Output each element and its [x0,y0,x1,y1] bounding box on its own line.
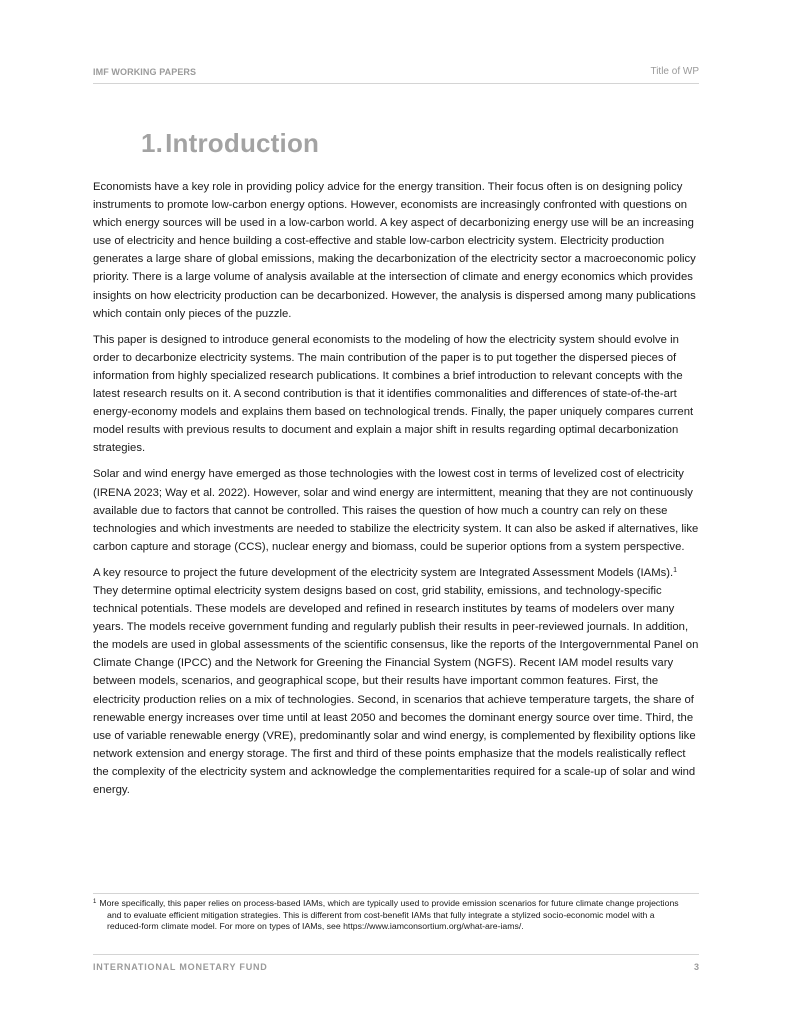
paragraph-1: Economists have a key role in providing policy advice for the energy transition. Their focus often is on designing policy instruments to promote low-carbon energy options. However, economists are increasingly confronted with questions on which energy sources will be used in a low-carbon world. A key aspect of decarbonizing energy use will be an increasing use of electricity and hence building a cost-effective and stable low-carbon electricity system. Electricity production generates a large share of global emissions, making the decarbonization of the electricity sector a macroeconomic policy priority. There is a large volume of analysis available at the intersection of climate and energy economics which provides insights on how electricity production can be decarbonized. However, the analysis is dispersed among many publications which contain only pieces of the puzzle. [93,181,696,320]
section-title: Introduction [165,128,320,158]
paragraph-4 [93,564,699,799]
section-number: 1. [141,128,164,158]
paper-title: Title of WP [650,66,699,77]
footnote-marker: 1 [93,899,97,905]
page-footer [93,954,699,975]
paragraph-3: Solar and wind energy have emerged as those technologies with the lowest cost in terms of levelized cost of electricity (IRENA 2023; Way et al. 2022). However, solar and wind energy are intermittent, meaning that they are not continuously available due to factors that cannot be controlled. This raises the question of how much a country can rely on these technologies and which investments are needed to stabilize the electricity system. It can also be asked if alternatives, like carbon capture and storage (CCS), nuclear energy and biomass, could be superior options from a system perspective. [93,468,699,553]
section-heading [141,128,319,159]
page-header [93,64,699,84]
footer-organization: INTERNATIONAL MONETARY FUND [93,962,268,972]
body-text [93,178,699,807]
footnote-divider [93,893,699,894]
paragraph-4-start: A key resource to project the future development of the electricity system are Integrated Assessment Models (IAMs). [93,566,674,579]
page-number: 3 [693,962,699,972]
footnote [93,898,687,933]
paragraph-2: This paper is designed to introduce general economists to the modeling of how the electricity system should evolve in order to decarbonize electricity systems. The main contribution of the paper is to put together the dispersed pieces of information from highly specialized research publications. It combines a brief introduction to relevant concepts with the latest research results on it. A second contribution is that it identifies commonalities and differences of state-of-the-art energy-economy models and explains them based on technological trends. Finally, the paper uniquely compares current model results with previous results to document and explain a major shift in results regarding optimal decarbonization strategies. [93,333,694,455]
series-title: IMF WORKING PAPERS [93,67,197,77]
paragraph-4-rest: They determine optimal electricity system designs based on cost, grid stability, emissions, and technology-specific technical potentials. These models are developed and refined in research institutes by teams of modelers over many years. The models receive government funding and regularly publish their results in peer-reviewed journals. In addition, the models are used in global assessments of the scientific consensus, like the reports of the Intergovernmental Panel on Climate Change (IPCC) and the Network for Greening the Financial System (NGFS). Recent IAM model results vary between models, scenarios, and geographical scope, but their results have important common features. First, the electricity production relies on a mix of technologies. Second, in scenarios that achieve temperature targets, the share of renewable energy increases over time until at least 2050 and becomes the dominant energy source over time. Third, the use of variable renewable energy (VRE), predominantly solar and wind energy, is complemented by flexibility options like network extension and energy storage. The first and third of these points emphasize that the models realistically reflect the complexity of the electricity system and acknowledge the complementarities required for a scale-up of solar and wind energy. [93,584,699,796]
footnote-text: More specifically, this paper relies on process-based IAMs, which are typically used to provide emission scenarios for future climate change projections and to evaluate efficient mitigation strategies. This is different from cost-benefit IAMs that fully integrate a stylized socio-economic model with a reduced-form climate model. For more on types of IAMs, see https://www.iamconsortium.org/what-are-iams/. [99,898,679,932]
footnote-reference[interactable]: 1 [673,566,678,574]
